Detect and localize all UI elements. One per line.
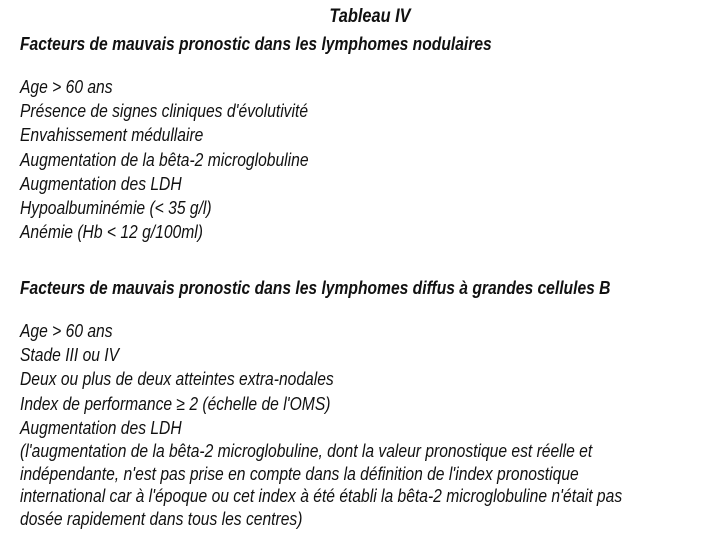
risk-factor-list — [20, 319, 720, 440]
list-item: Hypoalbuminémie (< 35 g/l) — [20, 197, 212, 219]
section-heading: Facteurs de mauvais pronostic dans les lymphomes nodulaires — [20, 33, 492, 54]
list-item: Anémie (Hb < 12 g/100ml) — [20, 221, 203, 243]
footnote-line: international car à l'époque ou cet index à été établi la bêta-2 microglobuline n'était pas — [20, 485, 623, 507]
table-title: Tableau IV — [329, 6, 411, 27]
footnote-line: dosée rapidement dans tous les centres) — [20, 508, 303, 530]
list-item: Age > 60 ans — [20, 76, 113, 97]
list-item: Deux ou plus de deux atteintes extra-nodales — [20, 368, 334, 390]
footnote — [20, 440, 720, 531]
list-item: Envahissement médullaire — [20, 124, 204, 146]
risk-factor-list — [20, 75, 578, 244]
footnote-line: indépendante, n'est pas prise en compte dans la définition de l'index pronostique — [20, 462, 579, 484]
list-item: Augmentation de la bêta-2 microglobuline — [20, 148, 309, 170]
footnote-line: (l'augmentation de la bêta-2 microglobuline, dont la valeur pronostique est réelle et — [20, 440, 593, 462]
list-item: Augmentation des LDH — [20, 416, 182, 438]
list-item: Age > 60 ans — [20, 320, 113, 341]
section-nodular-lymphoma — [20, 33, 578, 244]
section-heading: Facteurs de mauvais pronostic dans les lymphomes diffus à grandes cellules B — [20, 277, 611, 298]
list-item: Présence de signes cliniques d'évolutivité — [20, 100, 309, 122]
section-diffuse-large-b-cell-lymphoma — [20, 277, 720, 531]
list-item: Index de performance ≥ 2 (échelle de l'OMS) — [20, 392, 331, 414]
list-item: Augmentation des LDH — [20, 172, 182, 194]
list-item: Stade III ou IV — [20, 344, 120, 366]
